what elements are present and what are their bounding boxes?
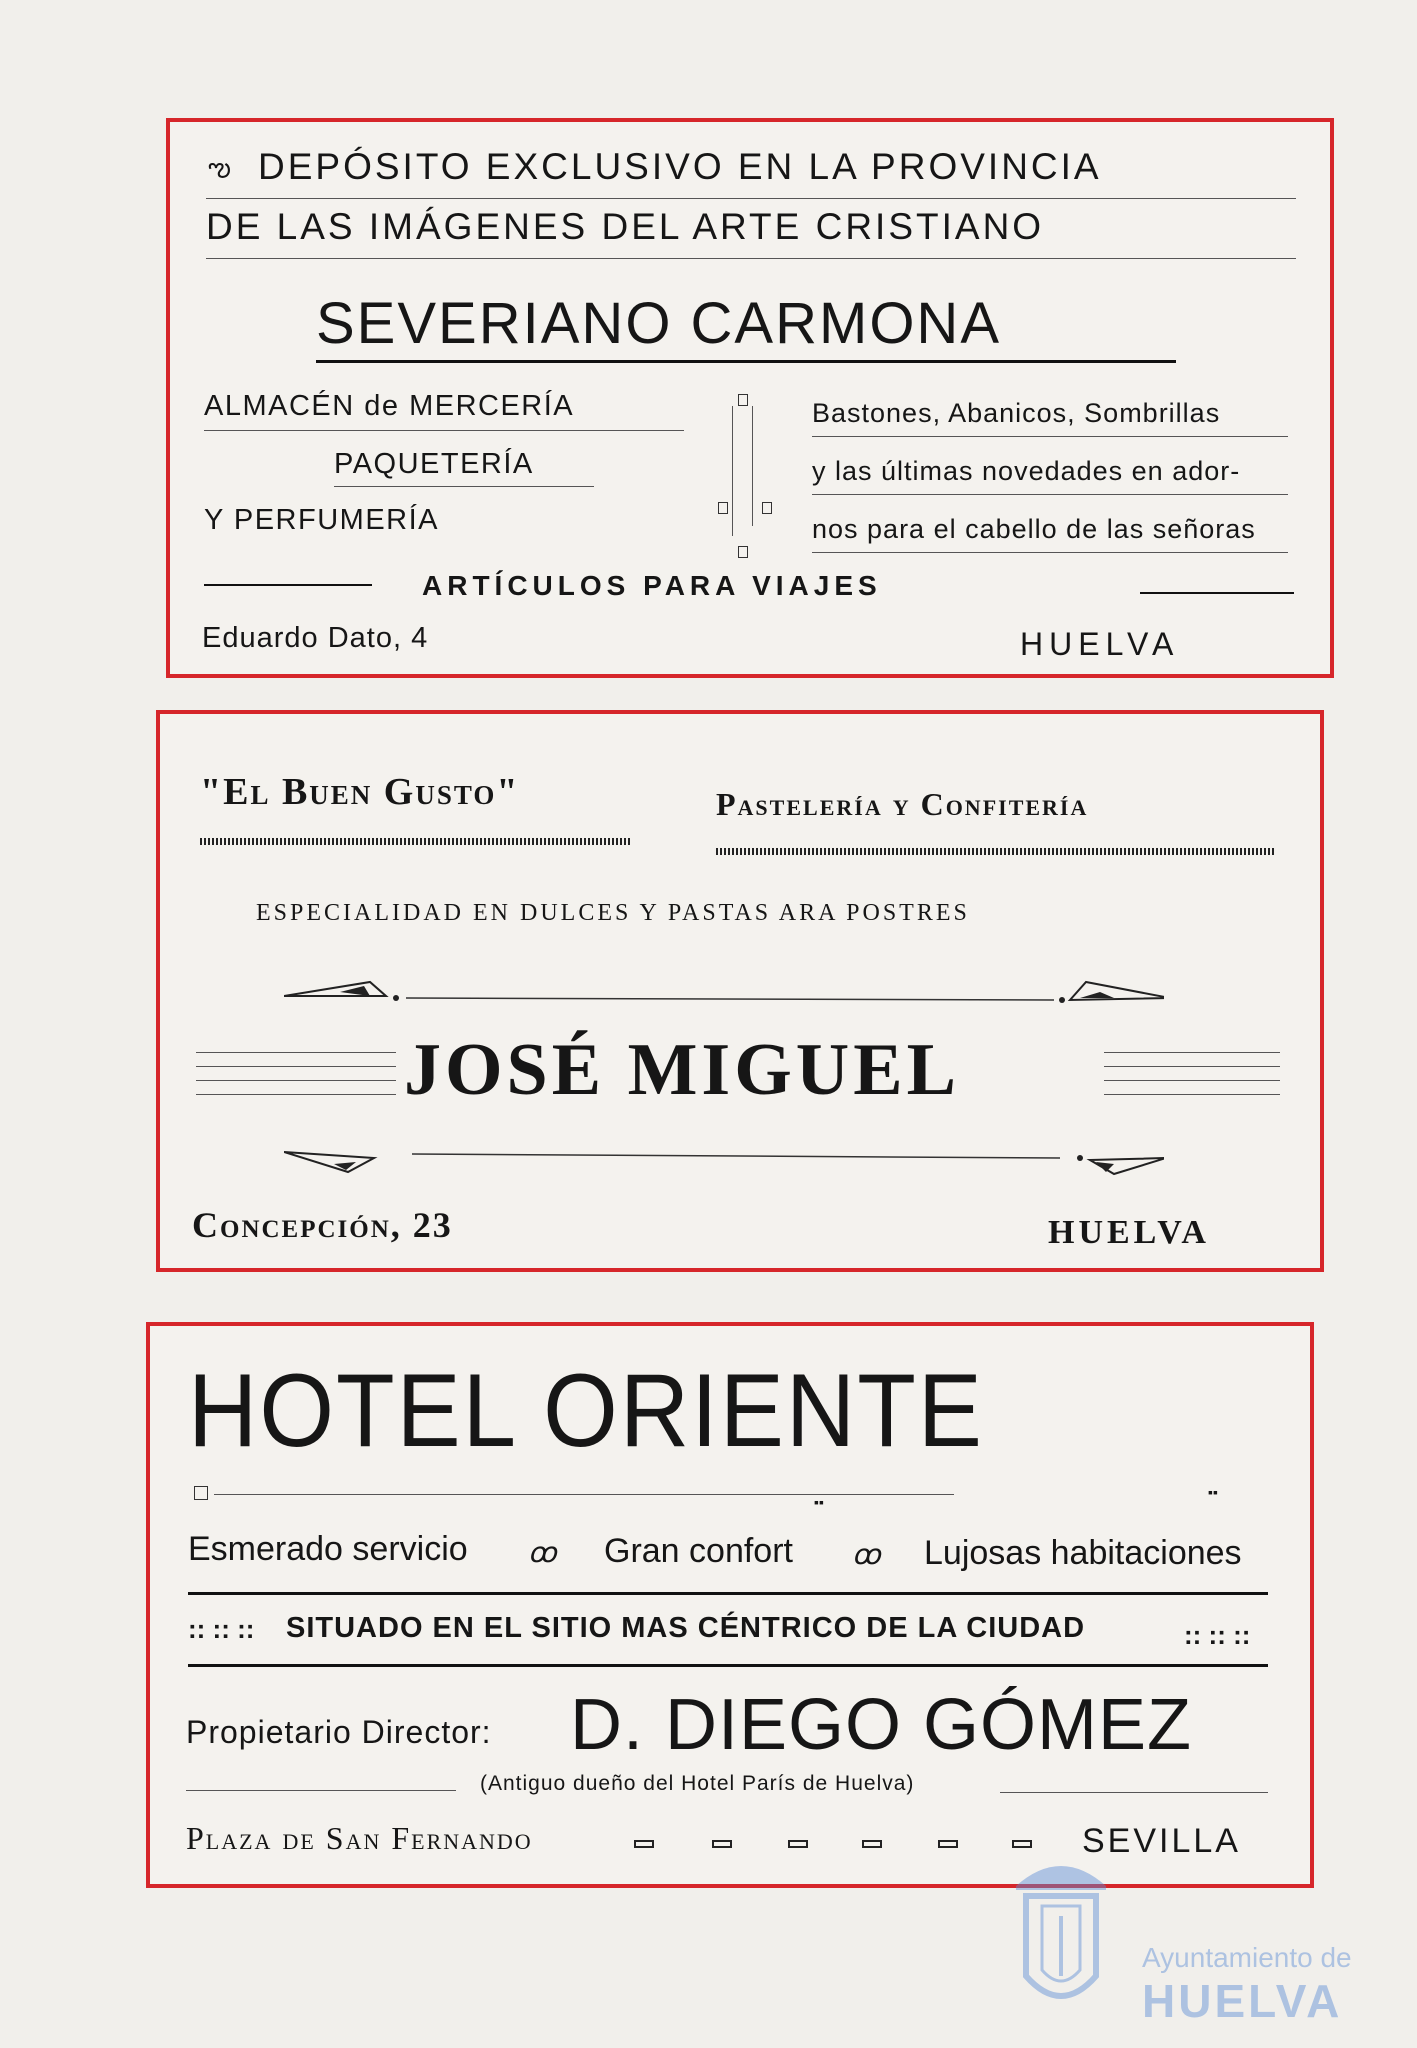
- ad1-address: Eduardo Dato, 4: [202, 622, 429, 654]
- ad1-left-line1: ALMACÉN de MERCERÍA: [204, 390, 575, 422]
- ornament-icon: ꝏ: [852, 1539, 881, 1570]
- ad2-owner-name: JOSÉ MIGUEL: [404, 1029, 960, 1111]
- ad1-left-line2: PAQUETERÍA: [334, 448, 534, 480]
- ad3-feature-rooms: Lujosas habitaciones: [924, 1534, 1242, 1572]
- jose-miguel-ad: [156, 710, 1324, 1272]
- ad2-specialty: ESPECIALIDAD EN DULCES Y PASTAS ARA POSTRES: [256, 900, 970, 926]
- ornament-icon: ఌ: [208, 152, 231, 182]
- ad1-travel-articles: ARTÍCULOS PARA VIAJES: [422, 570, 882, 601]
- ad1-header-line2: DE LAS IMÁGENES DEL ARTE CRISTIANO: [206, 206, 1045, 247]
- ornament-icon: ꝏ: [528, 1537, 557, 1568]
- ad1-right-line1: Bastones, Abanicos, Sombrillas: [812, 398, 1221, 428]
- watermark-line1: Ayuntamiento de: [1142, 1942, 1352, 1973]
- watermark-line2: HUELVA: [1142, 1975, 1343, 2027]
- ad3-feature-service: Esmerado servicio: [188, 1530, 468, 1568]
- ad2-shop-name: "El Buen Gusto": [200, 771, 520, 813]
- ad1-business-name: SEVERIANO CARMONA: [316, 291, 1001, 356]
- ad3-location-prefix: :: :: ::: [188, 1614, 255, 1644]
- ad3-owner-note: (Antiguo dueño del Hotel París de Huelva): [480, 1772, 915, 1795]
- ad1-right-line2: y las últimas novedades en ador-: [812, 456, 1241, 486]
- ad2-city: HUELVA: [1048, 1214, 1210, 1251]
- ayuntamiento-huelva-watermark: [996, 1846, 1356, 2026]
- ad1-right-line3: nos para el cabello de las señoras: [812, 514, 1256, 544]
- ad3-address: Plaza de San Fernando: [186, 1820, 533, 1856]
- hotel-oriente-ad: HOTEL ORIENTE ▪▪ ▪▪ Esmerado servicio ꝏ Gran confort ꝏ Lujosas habitaciones :: :: :: SITUADO EN EL SITIO MAS CÉNTRICO DE LA CIUDAD :: :: :: Propietario Director: D. DIEGO GÓMEZ (Antiguo dueño del Hotel París de Huelva) Plaza de San Fernando SEVILLA: [146, 1322, 1314, 1888]
- ad3-feature-comfort: Gran confort: [604, 1532, 793, 1570]
- ad1-city: HUELVA: [1020, 626, 1180, 662]
- ad3-owner-name: D. DIEGO GÓMEZ: [570, 1685, 1193, 1765]
- ad1-left-line3: Y PERFUMERÍA: [204, 504, 440, 536]
- severiano-carmona-ad: [166, 118, 1334, 678]
- ad3-hotel-name: HOTEL ORIENTE: [188, 1353, 984, 1469]
- ad3-location: SITUADO EN EL SITIO MAS CÉNTRICO DE LA CIUDAD: [286, 1612, 1086, 1644]
- ad2-address: Concepción, 23: [192, 1205, 453, 1245]
- ad3-location-suffix: :: :: ::: [1184, 1620, 1251, 1650]
- ad3-owner-label: Propietario Director:: [186, 1714, 492, 1750]
- coat-of-arms-icon: [996, 1846, 1126, 2026]
- ad3-city: SEVILLA: [1082, 1822, 1241, 1860]
- ad1-header-line1: DEPÓSITO EXCLUSIVO EN LA PROVINCIA: [258, 146, 1102, 187]
- ad2-shop-type: Pastelería y Confitería: [716, 786, 1089, 822]
